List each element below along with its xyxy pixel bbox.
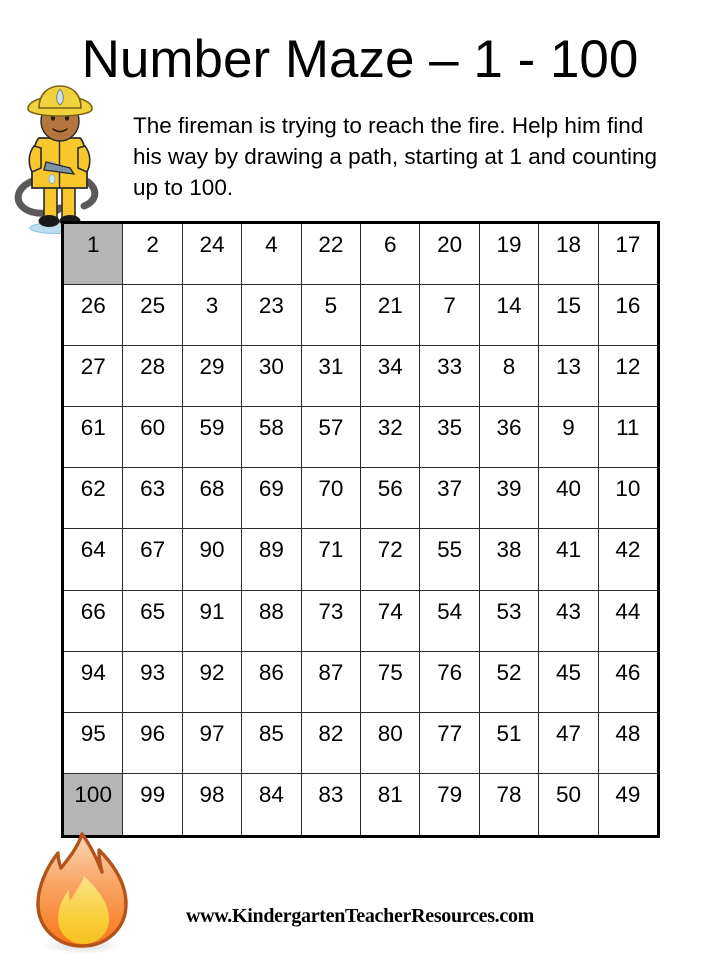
maze-row: [64, 224, 657, 285]
maze-cell-29[interactable]: 29: [183, 346, 242, 407]
maze-cell-74[interactable]: 74: [361, 591, 420, 652]
maze-cell-4[interactable]: 4: [242, 224, 301, 285]
maze-cell-61[interactable]: 61: [64, 407, 123, 468]
maze-cell-50[interactable]: 50: [539, 774, 598, 835]
maze-cell-2[interactable]: 2: [123, 224, 182, 285]
maze-cell-16[interactable]: 16: [599, 285, 657, 346]
maze-cell-84[interactable]: 84: [242, 774, 301, 835]
maze-cell-67[interactable]: 67: [123, 529, 182, 590]
maze-cell-69[interactable]: 69: [242, 468, 301, 529]
maze-cell-82[interactable]: 82: [302, 713, 361, 774]
maze-cell-34[interactable]: 34: [361, 346, 420, 407]
maze-cell-17[interactable]: 17: [599, 224, 657, 285]
footer-url: www.KindergartenTeacherResources.com: [185, 905, 535, 927]
maze-cell-97[interactable]: 97: [183, 713, 242, 774]
maze-cell-14[interactable]: 14: [480, 285, 539, 346]
maze-cell-59[interactable]: 59: [183, 407, 242, 468]
maze-cell-30[interactable]: 30: [242, 346, 301, 407]
maze-cell-6[interactable]: 6: [361, 224, 420, 285]
maze-cell-33[interactable]: 33: [420, 346, 479, 407]
maze-row: [64, 774, 657, 835]
maze-cell-99[interactable]: 99: [123, 774, 182, 835]
maze-cell-23[interactable]: 23: [242, 285, 301, 346]
maze-cell-83[interactable]: 83: [302, 774, 361, 835]
maze-cell-91[interactable]: 91: [183, 591, 242, 652]
maze-cell-43[interactable]: 43: [539, 591, 598, 652]
maze-cell-81[interactable]: 81: [361, 774, 420, 835]
maze-cell-100[interactable]: 100: [64, 774, 123, 835]
maze-cell-32[interactable]: 32: [361, 407, 420, 468]
maze-cell-42[interactable]: 42: [599, 529, 657, 590]
maze-cell-3[interactable]: 3: [183, 285, 242, 346]
maze-cell-86[interactable]: 86: [242, 652, 301, 713]
maze-cell-65[interactable]: 65: [123, 591, 182, 652]
maze-cell-48[interactable]: 48: [599, 713, 657, 774]
maze-cell-68[interactable]: 68: [183, 468, 242, 529]
maze-cell-54[interactable]: 54: [420, 591, 479, 652]
maze-row: [64, 407, 657, 468]
maze-cell-12[interactable]: 12: [599, 346, 657, 407]
maze-cell-24[interactable]: 24: [183, 224, 242, 285]
maze-cell-93[interactable]: 93: [123, 652, 182, 713]
maze-cell-58[interactable]: 58: [242, 407, 301, 468]
maze-cell-60[interactable]: 60: [123, 407, 182, 468]
page-title: Number Maze – 1 - 100: [81, 30, 639, 89]
maze-cell-51[interactable]: 51: [480, 713, 539, 774]
maze-cell-10[interactable]: 10: [599, 468, 657, 529]
maze-cell-79[interactable]: 79: [420, 774, 479, 835]
maze-cell-35[interactable]: 35: [420, 407, 479, 468]
fire-icon: [30, 832, 134, 954]
maze-cell-22[interactable]: 22: [302, 224, 361, 285]
maze-cell-80[interactable]: 80: [361, 713, 420, 774]
maze-cell-18[interactable]: 18: [539, 224, 598, 285]
maze-cell-53[interactable]: 53: [480, 591, 539, 652]
maze-cell-41[interactable]: 41: [539, 529, 598, 590]
maze-cell-13[interactable]: 13: [539, 346, 598, 407]
maze-cell-8[interactable]: 8: [480, 346, 539, 407]
maze-cell-28[interactable]: 28: [123, 346, 182, 407]
maze-cell-70[interactable]: 70: [302, 468, 361, 529]
maze-cell-40[interactable]: 40: [539, 468, 598, 529]
maze-cell-15[interactable]: 15: [539, 285, 598, 346]
maze-cell-73[interactable]: 73: [302, 591, 361, 652]
maze-cell-66[interactable]: 66: [64, 591, 123, 652]
maze-cell-46[interactable]: 46: [599, 652, 657, 713]
maze-cell-57[interactable]: 57: [302, 407, 361, 468]
maze-cell-76[interactable]: 76: [420, 652, 479, 713]
maze-row: [64, 529, 657, 590]
maze-cell-89[interactable]: 89: [242, 529, 301, 590]
maze-cell-52[interactable]: 52: [480, 652, 539, 713]
maze-cell-75[interactable]: 75: [361, 652, 420, 713]
maze-cell-94[interactable]: 94: [64, 652, 123, 713]
maze-row: [64, 713, 657, 774]
maze-cell-90[interactable]: 90: [183, 529, 242, 590]
maze-row: [64, 468, 657, 529]
maze-cell-55[interactable]: 55: [420, 529, 479, 590]
maze-cell-1[interactable]: 1: [64, 224, 123, 285]
number-maze-grid[interactable]: [61, 221, 660, 838]
maze-cell-56[interactable]: 56: [361, 468, 420, 529]
maze-cell-45[interactable]: 45: [539, 652, 598, 713]
maze-cell-44[interactable]: 44: [599, 591, 657, 652]
maze-cell-37[interactable]: 37: [420, 468, 479, 529]
maze-row: [64, 591, 657, 652]
maze-cell-5[interactable]: 5: [302, 285, 361, 346]
fireman-icon: [8, 82, 112, 234]
maze-row: [64, 346, 657, 407]
maze-cell-96[interactable]: 96: [123, 713, 182, 774]
maze-cell-38[interactable]: 38: [480, 529, 539, 590]
maze-cell-20[interactable]: 20: [420, 224, 479, 285]
maze-cell-87[interactable]: 87: [302, 652, 361, 713]
maze-cell-9[interactable]: 9: [539, 407, 598, 468]
maze-cell-95[interactable]: 95: [64, 713, 123, 774]
maze-cell-31[interactable]: 31: [302, 346, 361, 407]
maze-cell-19[interactable]: 19: [480, 224, 539, 285]
maze-cell-21[interactable]: 21: [361, 285, 420, 346]
maze-cell-77[interactable]: 77: [420, 713, 479, 774]
maze-cell-26[interactable]: 26: [64, 285, 123, 346]
maze-row: [64, 285, 657, 346]
maze-cell-7[interactable]: 7: [420, 285, 479, 346]
maze-cell-85[interactable]: 85: [242, 713, 301, 774]
maze-cell-49[interactable]: 49: [615, 781, 641, 807]
maze-cell-62[interactable]: 62: [64, 468, 123, 529]
maze-cell-47[interactable]: 47: [539, 713, 598, 774]
maze-cell-11[interactable]: 11: [599, 407, 657, 468]
maze-cell-78[interactable]: 78: [480, 774, 539, 835]
maze-cell-72[interactable]: 72: [361, 529, 420, 590]
maze-cell-36[interactable]: 36: [480, 407, 539, 468]
maze-cell-64[interactable]: 64: [64, 529, 123, 590]
maze-cell-25[interactable]: 25: [123, 285, 182, 346]
instructions-text: The fireman is trying to reach the fire. Help him find his way by drawing a path, starting at 1 and counting up to 100.: [133, 113, 658, 200]
maze-cell-63[interactable]: 63: [123, 468, 182, 529]
maze-cell-88[interactable]: 88: [242, 591, 301, 652]
maze-cell-39[interactable]: 39: [480, 468, 539, 529]
maze-cell-71[interactable]: 71: [302, 529, 361, 590]
maze-row: [64, 652, 657, 713]
maze-cell-92[interactable]: 92: [183, 652, 242, 713]
maze-cell-98[interactable]: 98: [183, 774, 242, 835]
maze-cell-27[interactable]: 27: [64, 346, 123, 407]
